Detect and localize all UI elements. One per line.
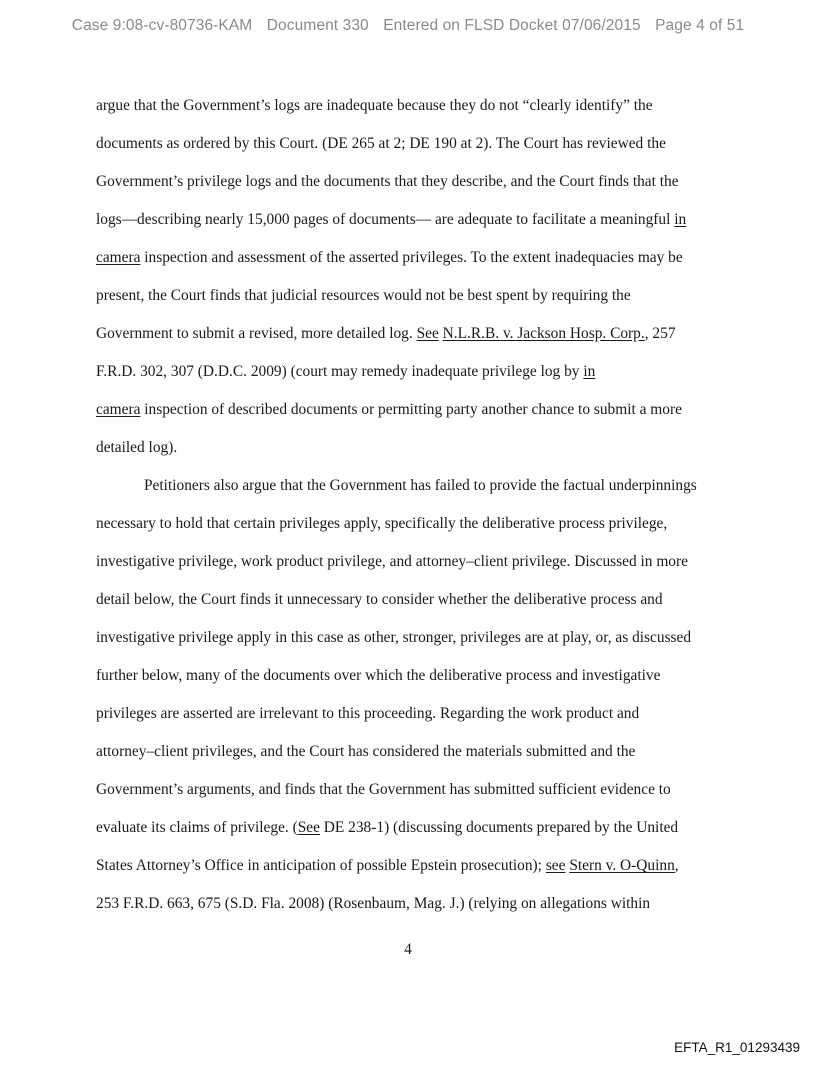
underlined-term: in: [674, 211, 687, 228]
underlined-signal: see: [545, 857, 566, 874]
underlined-term: in: [583, 363, 596, 380]
text-line: Government to submit a revised, more detailed log. See N.L.R.B. v. Jackson Hosp. Corp., 257: [96, 325, 676, 342]
text-line: camera inspection and assessment of the asserted privileges. To the extent inadequacies may be: [96, 249, 683, 266]
text-line: 253 F.R.D. 663, 675 (S.D. Fla. 2008) (Rosenbaum, Mag. J.) (relying on allegations within: [96, 895, 651, 912]
text-line: logs—describing nearly 15,000 pages of documents— are adequate to facilitate a meaningful in: [96, 211, 687, 228]
bates-number: EFTA_R1_01293439: [674, 1040, 800, 1055]
underlined-signal: See: [297, 819, 320, 836]
text-line: Government’s arguments, and finds that the Government has submitted sufficient evidence to: [96, 781, 671, 798]
docket-header: [0, 17, 816, 35]
underlined-term: camera: [96, 249, 141, 266]
text-line: attorney–client privileges, and the Court has considered the materials submitted and the: [96, 743, 636, 760]
text-line: privileges are asserted are irrelevant to this proceeding. Regarding the work product and: [96, 705, 640, 722]
paragraph-first-line: Petitioners also argue that the Government has failed to provide the factual underpinnings: [144, 477, 697, 494]
text-line: evaluate its claims of privilege. (See DE 238-1) (discussing documents prepared by the United: [96, 819, 679, 836]
text-line: further below, many of the documents over which the deliberative process and investigative: [96, 667, 661, 684]
text-line: Government’s privilege logs and the documents that they describe, and the Court finds that the: [96, 173, 679, 190]
text-line: argue that the Government’s logs are inadequate because they do not “clearly identify” the: [96, 97, 653, 114]
header-entered-date: Entered on FLSD Docket 07/06/2015: [383, 17, 641, 34]
case-citation: N.L.R.B. v. Jackson Hosp. Corp.: [442, 325, 645, 342]
text-line: camera inspection of described documents or permitting party another chance to submit a more: [96, 401, 682, 418]
text-line: investigative privilege apply in this case as other, stronger, privileges are at play, or, as discussed: [96, 629, 692, 646]
text-line: detail below, the Court finds it unnecessary to consider whether the deliberative process and: [96, 591, 663, 608]
text-line: F.R.D. 302, 307 (D.D.C. 2009) (court may remedy inadequate privilege log by in: [96, 363, 596, 380]
header-document-number: Document 330: [266, 17, 369, 34]
text-line: documents as ordered by this Court. (DE 265 at 2; DE 190 at 2). The Court has reviewed the: [96, 135, 666, 152]
text-line: present, the Court finds that judicial resources would not be best spent by requiring the: [96, 287, 631, 304]
header-case-number: Case 9:08-cv-80736-KAM: [71, 17, 253, 34]
underlined-term: camera: [96, 401, 141, 418]
text-line: necessary to hold that certain privileges apply, specifically the deliberative process privilege,: [96, 515, 668, 532]
text-line: States Attorney’s Office in anticipation of possible Epstein prosecution); see Stern v. O-Quinn,: [96, 857, 679, 874]
case-citation: Stern v. O-Quinn: [569, 857, 675, 874]
text-line: investigative privilege, work product privilege, and attorney–client privilege. Discussed in more: [96, 553, 688, 570]
underlined-signal: See: [416, 325, 439, 342]
text-line: detailed log).: [96, 439, 178, 456]
header-page-count: Page 4 of 51: [655, 17, 745, 34]
page-number: 4: [404, 941, 412, 958]
